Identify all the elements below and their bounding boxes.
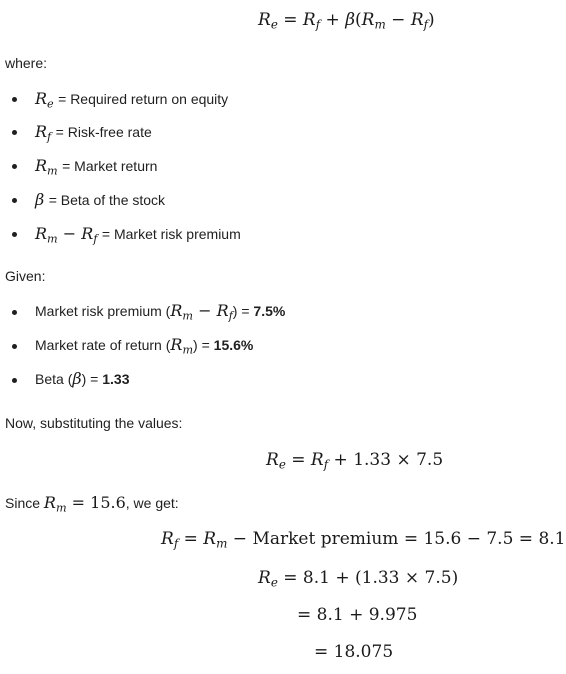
definition-item: $R_m - R_f$ = Market risk premium [35,224,241,246]
given-item: Beta (β) = 1.33 [35,369,130,388]
where-label: where: [5,55,48,71]
definition-item: $R_f$ = Risk-free rate [35,122,152,144]
bullet-icon [12,164,17,169]
definition-item: $R_e$ = Required return on equity [35,89,229,111]
bullet-icon [12,198,17,203]
substituting-label: Now, substituting the values: [5,415,183,431]
bullet-icon [12,232,17,237]
bullet-icon [12,378,17,383]
bullet-icon [12,97,17,102]
step-equation-1: $R_e = 8.1 + (1.33 \times 7.5)$ [258,568,459,590]
risk-free-equation: $R_f = R_m$ − Market premium = 15.6 − 7.5 = 8.1 [161,529,566,551]
given-label: Given: [5,268,46,284]
definition-item: $R_m$ = Market return [35,156,158,178]
given-item: Market rate of return $(R_m) = 15.6\%$ [35,335,254,357]
capm-formula: $R_e = R_f + \beta(R_m - R_f)$ [258,10,435,32]
step-equation-2: = 8.1 + 9.975 [297,605,418,625]
definition-item: β = Beta of the stock [35,190,166,209]
bullet-icon [12,310,17,315]
substitution-equation: $R_e = R_f + 1.33 \times 7.5$ [266,450,444,472]
given-item: Market risk premium $(R_m - R_f) = 7.5\%$ [35,301,286,323]
bullet-icon [12,344,17,349]
step-equation-3: = 18.075 [314,642,394,662]
since-line: Since $R_m = 15.6$, we get: [5,493,179,515]
bullet-icon [12,130,17,135]
